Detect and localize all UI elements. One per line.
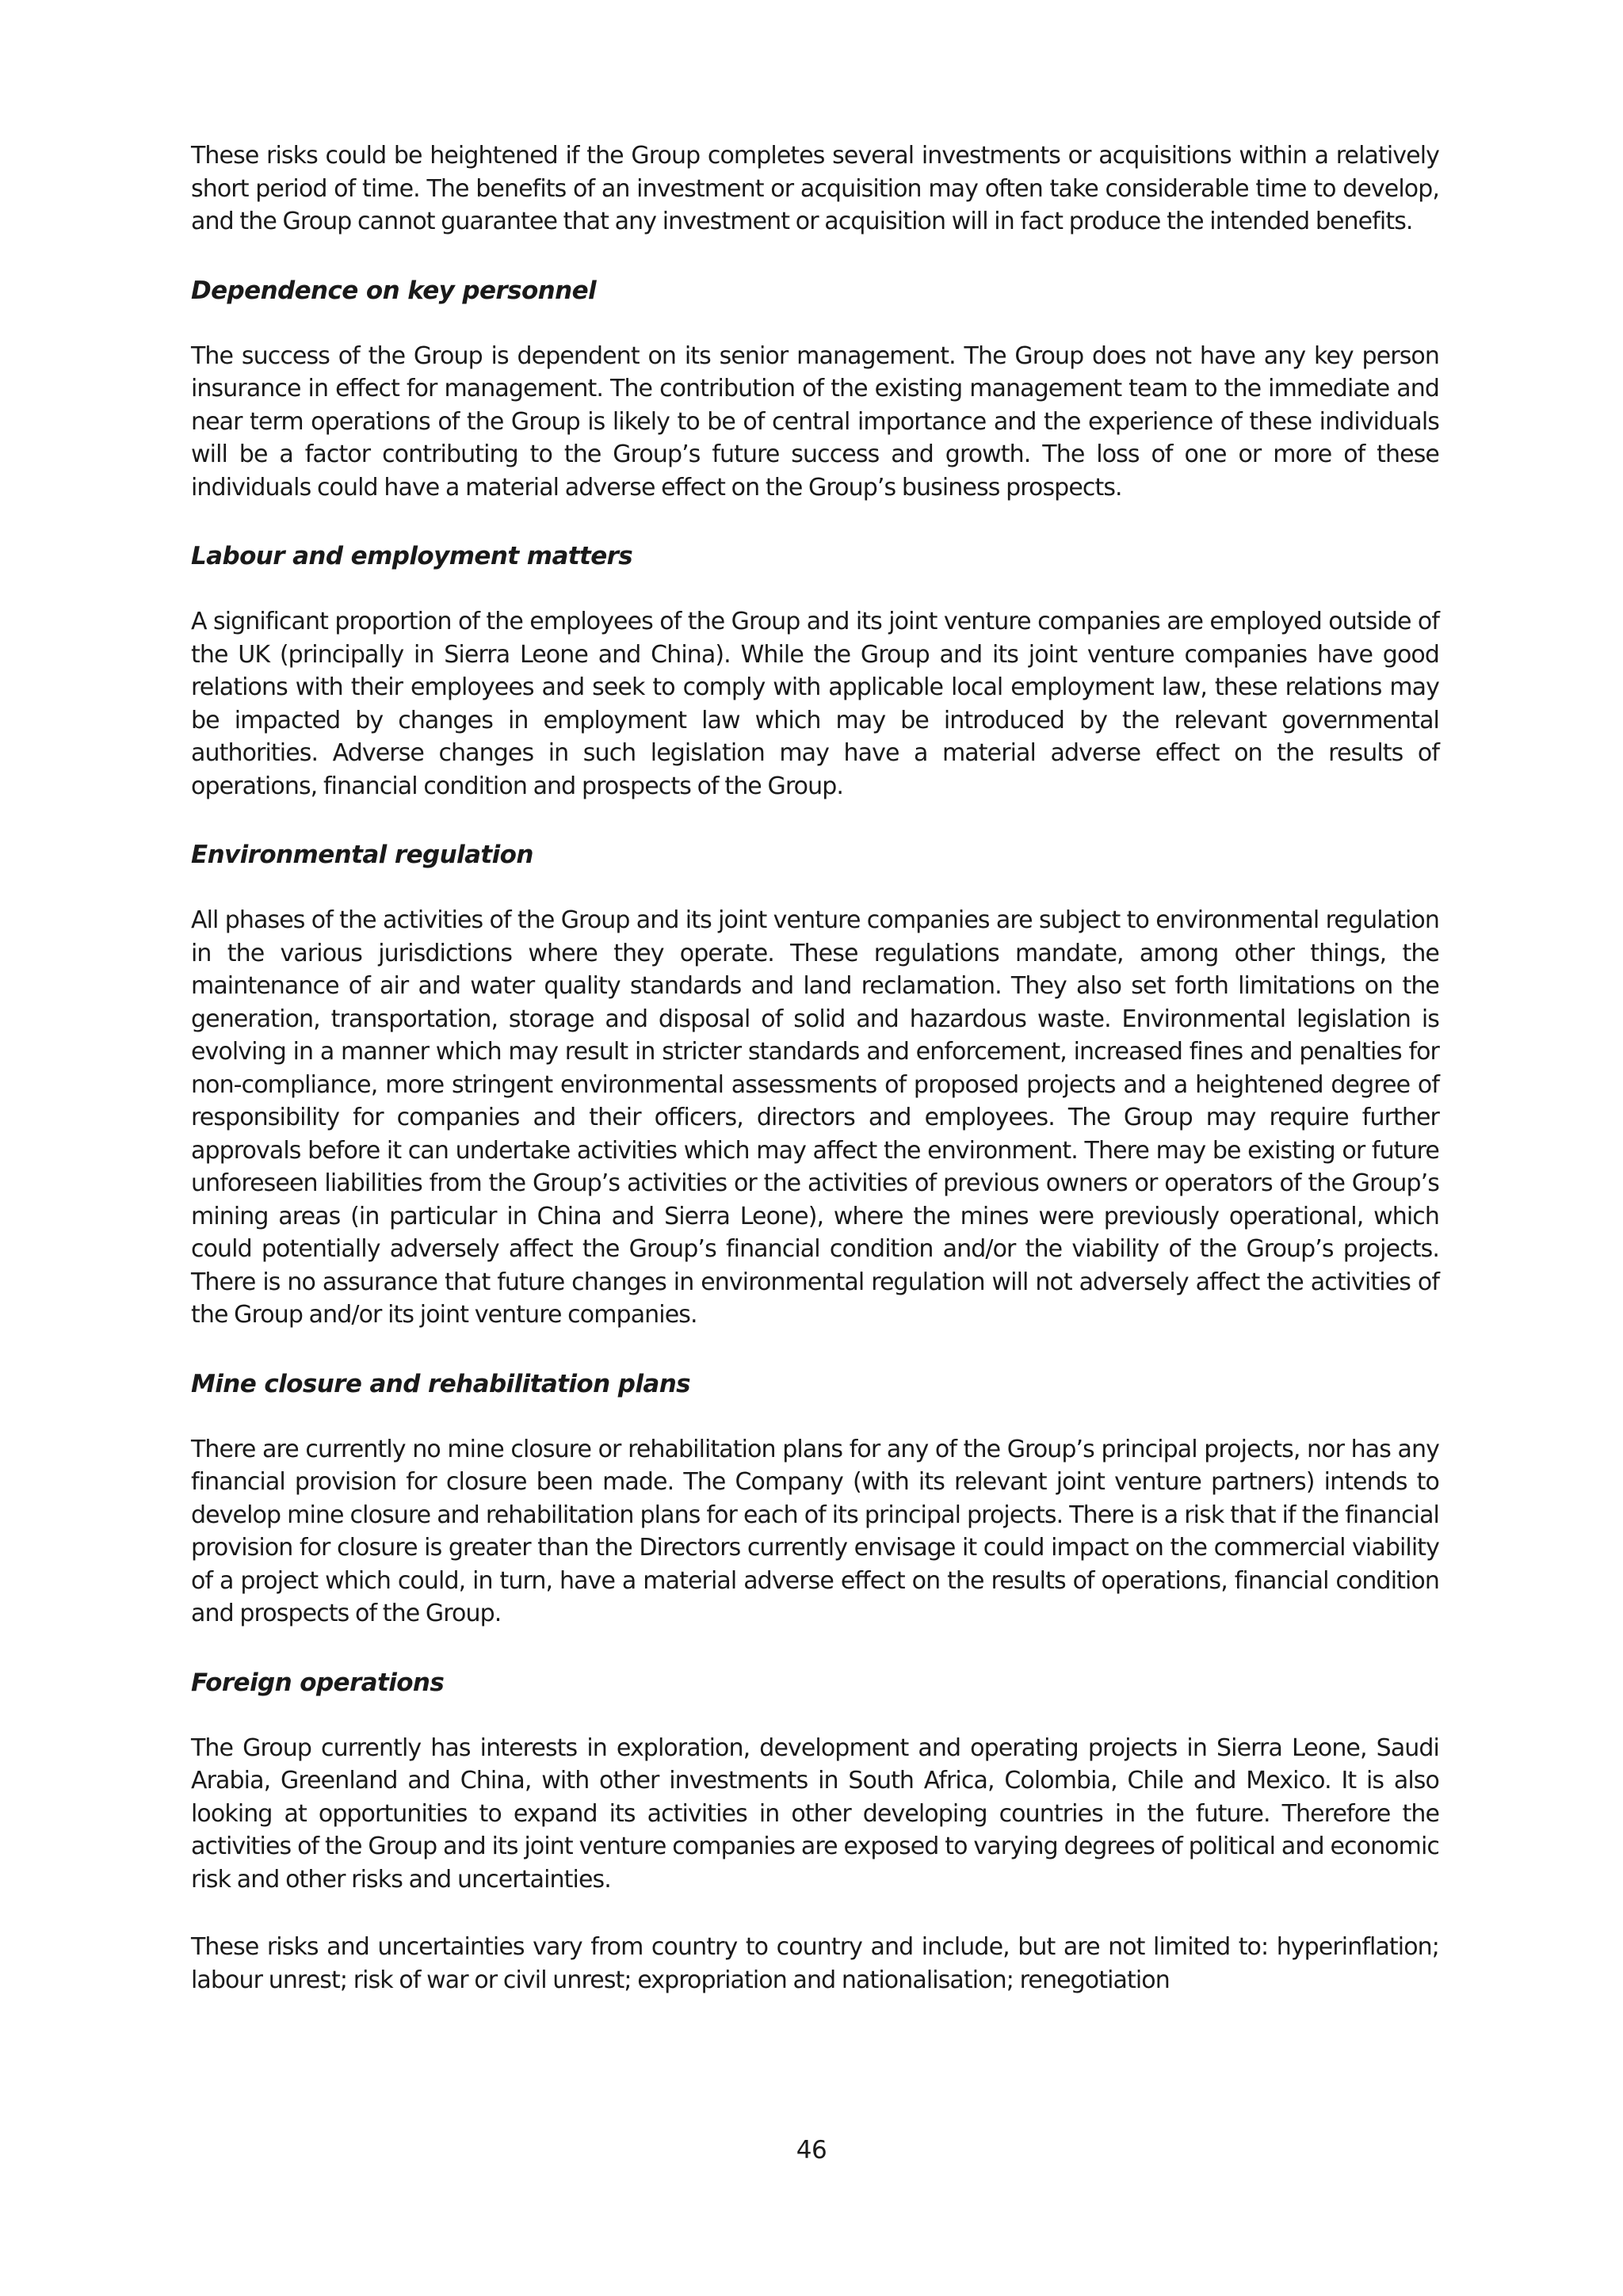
paragraph-foreign-1: The Group currently has interests in exploration, development and operating projects in Sierra Leone, Saudi Arabia, Greenland and China, with other investments in South Africa, Colombia, Chile and Mexico. It is also looking at opportunities to expand its activities in other developing countries in the future. Therefore the activities of the Group and its joint venture companies are exposed to varying degrees of political and economic risk and other risks and uncertainties. [191, 1733, 1439, 1894]
heading-labour: Labour and employment matters [191, 542, 633, 570]
paragraph-mine-closure: There are currently no mine closure or rehabilitation plans for any of the Group’s principal projects, nor has any financial provision for closure been made. The Company (with its relevant joint venture partners) intends to develop mine closure and rehabilitation plans for each of its principal projects. There is a risk that if the financial provision for closure is greater than the Directors currently envisage it could impact on the commercial viability of a project which could, in turn, have a material adverse effect on the results of operations, financial condition and prospects of the Group. [191, 1435, 1439, 1627]
paragraph-foreign-2: These risks and uncertainties vary from country to country and include, but are not limited to: hyperinflation; labour unrest; risk of war or civil unrest; expropriation and nationalisation; renegotiation [191, 1933, 1439, 1994]
paragraph-key-personnel: The success of the Group is dependent on its senior management. The Group does not have any key person insurance in effect for management. The contribution of the existing management team to the immediate and near term operations of the Group is likely to be of central importance and the experience of these individuals will be a factor contributing to the Group’s future success and growth. The loss of one or more of these individuals could have a material adverse effect on the Group’s business prospects. [191, 341, 1439, 502]
paragraph-labour: A significant proportion of the employees of the Group and its joint venture companies are employed outside of the UK (principally in Sierra Leone and China). While the Group and its joint venture companies have good relations with their employees and seek to comply with applicable local employment law, these relations may be impacted by changes in employment law which may be introduced by the relevant governmental authorities. Adverse changes in such legislation may have a material adverse effect on the results of operations, financial condition and prospects of the Group. [191, 608, 1439, 800]
document-body [191, 139, 1439, 1997]
page-number: 46 [796, 2136, 827, 2164]
heading-key-personnel: Dependence on key personnel [191, 276, 597, 305]
heading-mine-closure: Mine closure and rehabilitation plans [191, 1369, 691, 1398]
heading-foreign: Foreign operations [191, 1668, 445, 1697]
paragraph-environmental: All phases of the activities of the Group and its joint venture companies are subject to environmental regulation in the various jurisdictions where they operate. These regulations mandate, among other things, the maintenance of air and water quality standards and land reclamation. They also set forth limitations on the generation, transportation, storage and disposal of solid and hazardous waste. Environmental legislation is evolving in a manner which may result in stricter standards and enforcement, increased fines and penalties for non-compliance, more stringent environmental assessments of proposed projects and a heightened degree of responsibility for companies and their officers, directors and employees. The Group may require further approvals before it can undertake activities which may affect the environment. There may be existing or future unforeseen liabilities from the Group’s activities or the activities of previous owners or operators of the Group’s mining areas (in particular in China and Sierra Leone), where the mines were previously operational, which could potentially adversely affect the Group’s financial condition and/or the viability of the Group’s projects. There is no assurance that future changes in environmental regulation will not adversely affect the activities of the Group and/or its joint venture companies. [191, 906, 1439, 1329]
paragraph-intro: These risks could be heightened if the Group completes several investments or acquisitions within a relatively short period of time. The benefits of an investment or acquisition may often take considerable time to develop, and the Group cannot guarantee that any investment or acquisition will in fact produce the intended benefits. [191, 142, 1439, 235]
heading-environmental: Environmental regulation [191, 841, 533, 869]
